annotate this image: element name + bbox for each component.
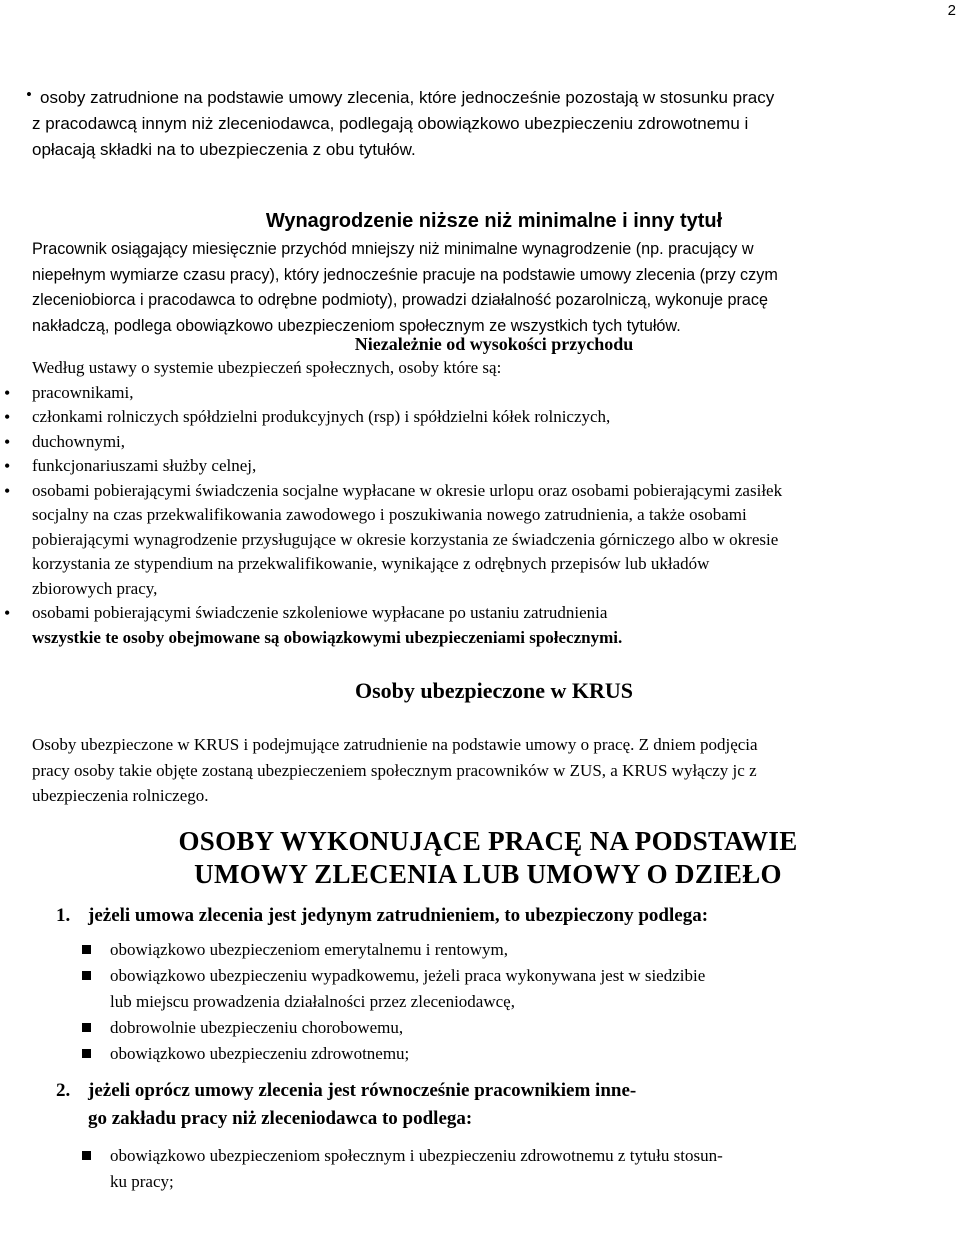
list-item-text: funkcjonariuszami służby celnej,: [32, 456, 257, 475]
list-item-text: członkami rolniczych spółdzielni produkcyjnych (rsp) i spółdzielni kółek rolniczych,: [32, 407, 611, 426]
section-independent: [4, 332, 956, 650]
text-line: pracy osoby takie objęte zostaną ubezpieczeniem społecznym pracowników w ZUS, a KRUS wyłączy jc z: [32, 760, 757, 780]
list-item-text: dobrowolnie ubezpieczeniu chorobowemu,: [110, 1018, 404, 1037]
list-item-text: obowiązkowo ubezpieczeniom społecznym i ubezpieczeniu zdrowotnemu z tytułu stosun-: [110, 1146, 723, 1165]
square-bullet-icon: [82, 945, 91, 954]
page-number: 2: [947, 2, 956, 19]
intro-bullet: [26, 85, 956, 163]
intro-line: opłacają składki na to ubezpieczenia z obu tytułów.: [32, 140, 416, 159]
point-number: 2.: [56, 1080, 71, 1101]
point-2: [56, 1077, 928, 1195]
section-heading: Wynagrodzenie niższe niż minimalne i inny tytuł: [265, 210, 723, 232]
section-krus-text: [32, 732, 956, 809]
bullet-dot-icon: •: [4, 603, 11, 623]
list-item: [110, 1143, 928, 1195]
list-item-text: ku pracy;: [110, 1172, 174, 1191]
square-bullet-icon: [82, 1151, 91, 1160]
bullet-dot-icon: •: [26, 85, 32, 104]
square-bullet-icon: [82, 1023, 91, 1032]
text-line: Osoby ubezpieczone w KRUS i podejmujące zatrudnienie na podstawie umowy o pracę. Z dniem podjęcia: [32, 735, 758, 754]
section-heading: Osoby ubezpieczone w KRUS: [354, 678, 634, 703]
bullet-dot-icon: •: [4, 480, 11, 501]
list-item: [4, 381, 956, 406]
list-item-text: osobami pobierającymi świadczenia socjalne wypłacane w okresie urlopu oraz osobami pobierającymi zasiłek: [32, 480, 783, 500]
text-line: zleceniobiorca i pracodawca to odrębne podmioty), prowadzi działalność pozarolniczą, wykonuje pracę: [32, 291, 769, 309]
section-heading: Niezależnie od wysokości przychodu: [354, 334, 634, 354]
text-line: nakładczą, podlega obowiązkowo ubezpieczeniom społecznym ze wszystkich tych tytułów.: [32, 316, 681, 335]
bullet-dot-icon: •: [4, 382, 11, 403]
point-2-list: [110, 1143, 928, 1195]
section-intro: Według ustawy o systemie ubezpieczeń społecznych, osoby które są:: [32, 358, 502, 377]
list-item: [110, 963, 928, 1015]
list-item: [110, 1015, 928, 1041]
section-krus: [32, 676, 956, 809]
point-number: 1.: [56, 905, 71, 926]
list-item: [110, 937, 928, 963]
text-line: niepełnym wymiarze czasu pracy), który jednocześnie pracuje na podstawie umowy zlecenia (przy czym: [32, 265, 778, 284]
list-item: [4, 601, 956, 626]
list-item-text: duchownymi,: [32, 431, 126, 451]
list-item: [4, 454, 956, 479]
list-item: [4, 405, 956, 430]
insured-list: [4, 381, 956, 626]
point-1: [56, 902, 928, 1067]
list-item-text: socjalny na czas przekwalifikowania zawodowego i poszukiwania nowego zatrudnienia, a także osobami: [32, 505, 747, 524]
text-line: ubezpieczenia rolniczego.: [32, 786, 209, 805]
contract-box: [48, 825, 928, 1195]
list-item-text: obowiązkowo ubezpieczeniu wypadkowemu, jeżeli praca wykonywana jest w siedzibie: [110, 966, 706, 985]
list-item-text: korzystania ze stypendium na przekwalifikowanie, wynikające z odrębnych przepisów lub układów: [32, 554, 710, 573]
intro-bullet-text: [32, 85, 956, 163]
list-item: [110, 1041, 928, 1067]
list-item-text: pobierającymi wynagrodzenie przysługujące w okresie korzystania ze świadczenia górniczego albo w okresie: [32, 529, 779, 549]
square-bullet-icon: [82, 971, 91, 980]
list-item: [4, 430, 956, 455]
box-title: [48, 825, 928, 891]
bullet-dot-icon: •: [4, 456, 11, 476]
intro-line: osoby zatrudnione na podstawie umowy zlecenia, które jednocześnie pozostają w stosunku pracy: [40, 88, 775, 107]
point-heading: [56, 1077, 928, 1133]
list-item-text: obowiązkowo ubezpieczeniu zdrowotnemu;: [110, 1044, 410, 1063]
bullet-dot-icon: •: [4, 407, 11, 427]
list-item-text: obowiązkowo ubezpieczeniom emerytalnemu i rentowym,: [110, 940, 508, 959]
point-heading-text: go zakładu pracy niż zleceniodawca to podlega:: [88, 1108, 473, 1129]
point-heading: [56, 902, 928, 930]
point-1-list: [110, 937, 928, 1067]
section-conclusion: wszystkie te osoby obejmowane są obowiązkowymi ubezpieczeniami społecznymi.: [32, 627, 623, 647]
section-income-text: [32, 237, 956, 339]
box-title-line: OSOBY WYKONUJĄCE PRACĘ NA PODSTAWIE: [178, 826, 798, 856]
section-income: [32, 207, 956, 339]
list-item-text: osobami pobierającymi świadczenie szkoleniowe wypłacane po ustaniu zatrudnienia: [32, 603, 608, 622]
list-item-text: pracownikami,: [32, 382, 134, 402]
list-item-text: lub miejscu prowadzenia działalności przez zleceniodawcę,: [110, 992, 515, 1011]
list-item-text: zbiorowych pracy,: [32, 578, 158, 598]
box-title-line: UMOWY ZLECENIA LUB UMOWY O DZIEŁO: [194, 859, 782, 889]
point-heading-text: jeżeli oprócz umowy zlecenia jest równocześnie pracownikiem inne-: [88, 1080, 637, 1101]
text-line: Pracownik osiągający miesięcznie przychód mniejszy niż minimalne wynagrodzenie (np. pracujący w: [32, 240, 754, 258]
square-bullet-icon: [82, 1049, 91, 1058]
bullet-dot-icon: •: [4, 431, 11, 452]
point-heading-text: jeżeli umowa zlecenia jest jedynym zatrudnieniem, to ubezpieczony podlega:: [88, 905, 709, 926]
intro-line: z pracodawcą innym niż zleceniodawca, podlegają obowiązkowo ubezpieczeniu zdrowotnemu i: [32, 114, 749, 133]
list-item: [4, 479, 956, 602]
